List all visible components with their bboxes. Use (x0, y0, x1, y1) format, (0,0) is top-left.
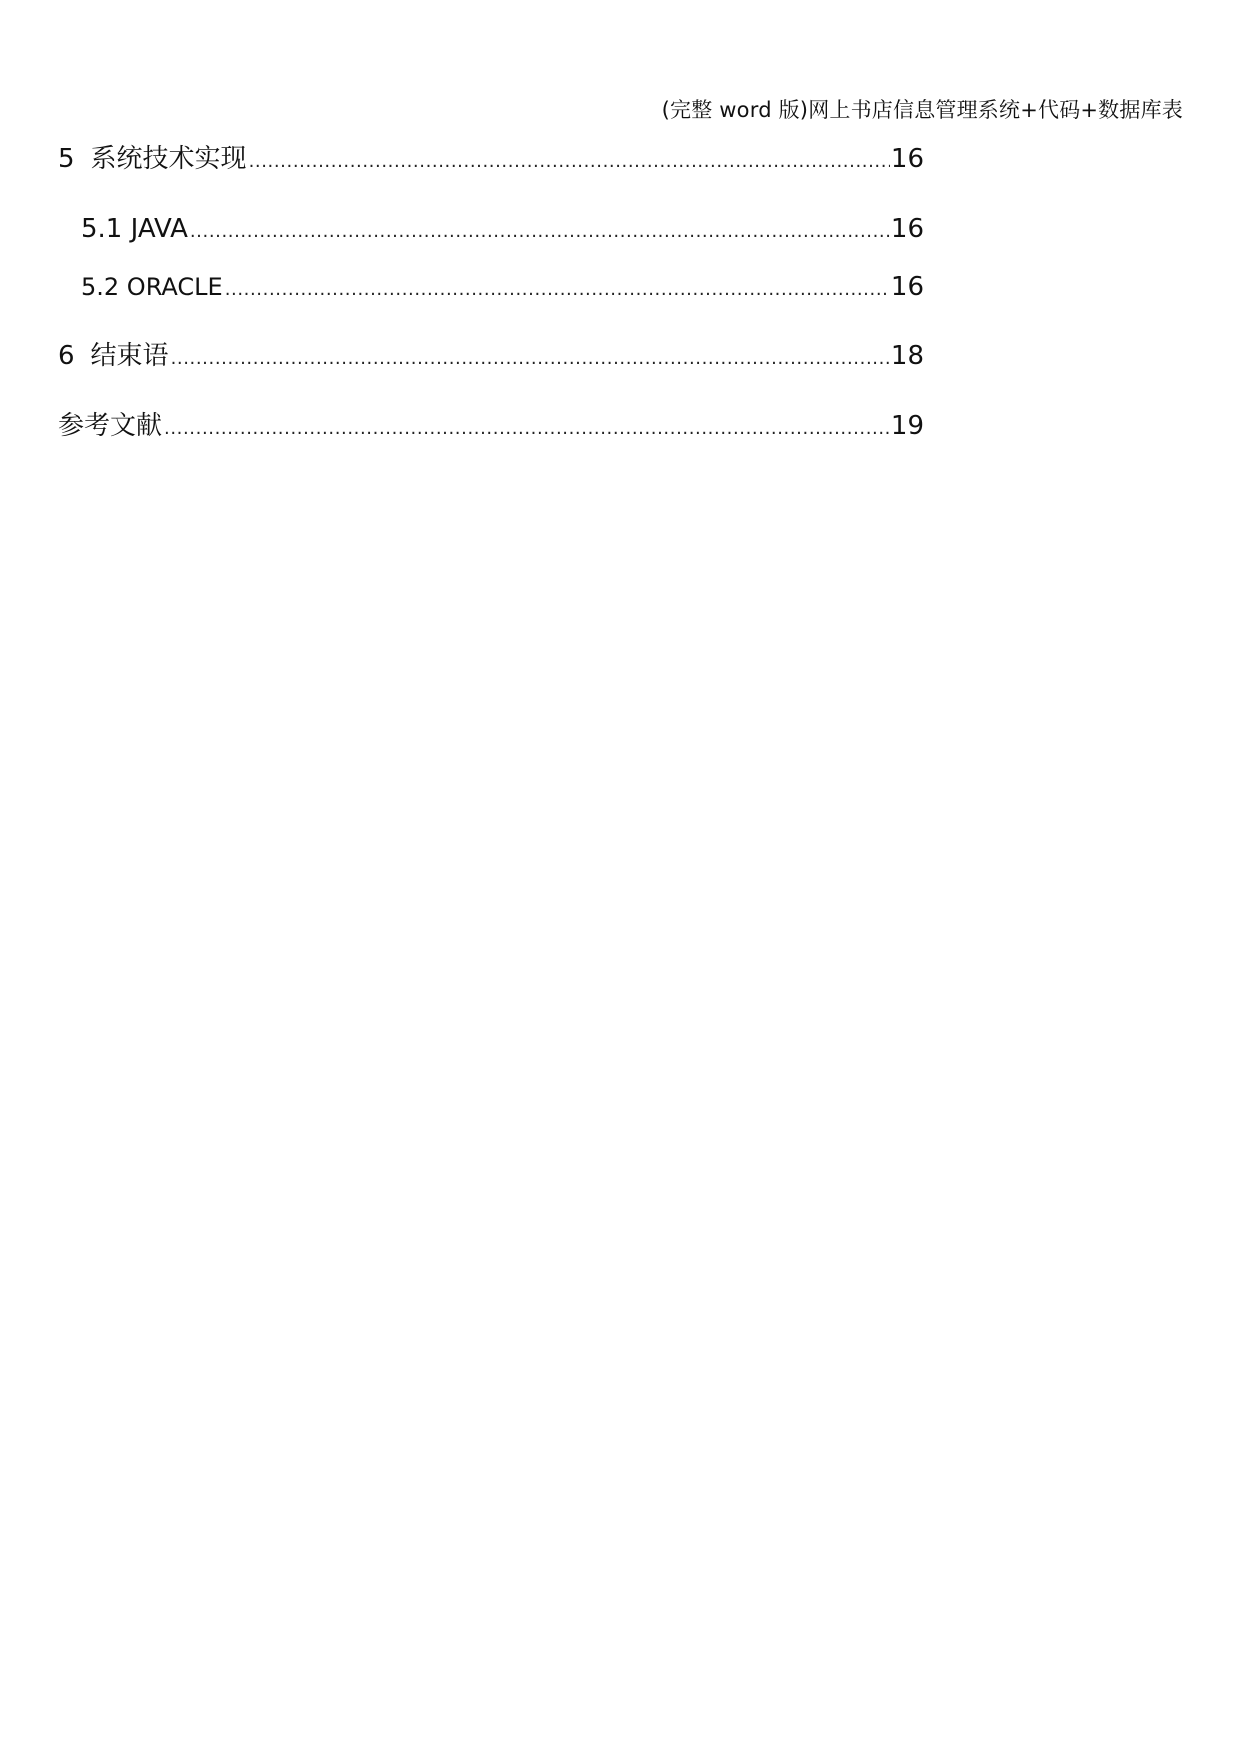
toc-entry-references[interactable] (58, 410, 924, 445)
toc-entry-title: 结束语 (90, 341, 169, 371)
toc-entry-title: 5.1 JAVA (81, 214, 188, 244)
toc-entry-chapter-6[interactable] (58, 340, 924, 375)
toc-entry-page: 16 (890, 214, 924, 244)
dot-leader (190, 216, 890, 248)
toc-entry-section-5-2[interactable] (81, 271, 924, 306)
dot-leader (171, 343, 890, 375)
dot-leader (225, 274, 890, 306)
dot-leader (249, 146, 890, 178)
toc-entry-title: 系统技术实现 (90, 144, 247, 174)
toc-entry-number: 5 (58, 144, 75, 174)
toc-entry-page: 18 (890, 341, 924, 371)
toc-entry-page: 19 (890, 411, 924, 441)
toc-entry-title: 5.2 ORACLE (81, 273, 223, 301)
toc-entry-number: 6 (58, 341, 75, 371)
toc-entry-page: 16 (890, 144, 924, 174)
toc-entry-title: 参考文献 (58, 411, 163, 441)
toc-entry-page: 16 (890, 272, 924, 302)
toc-entry-chapter-5[interactable] (58, 143, 924, 178)
running-header: (完整 word 版)网上书店信息管理系统+代码+数据库表 (661, 98, 1183, 122)
dot-leader (164, 413, 890, 445)
toc-entry-section-5-1[interactable] (81, 213, 924, 248)
